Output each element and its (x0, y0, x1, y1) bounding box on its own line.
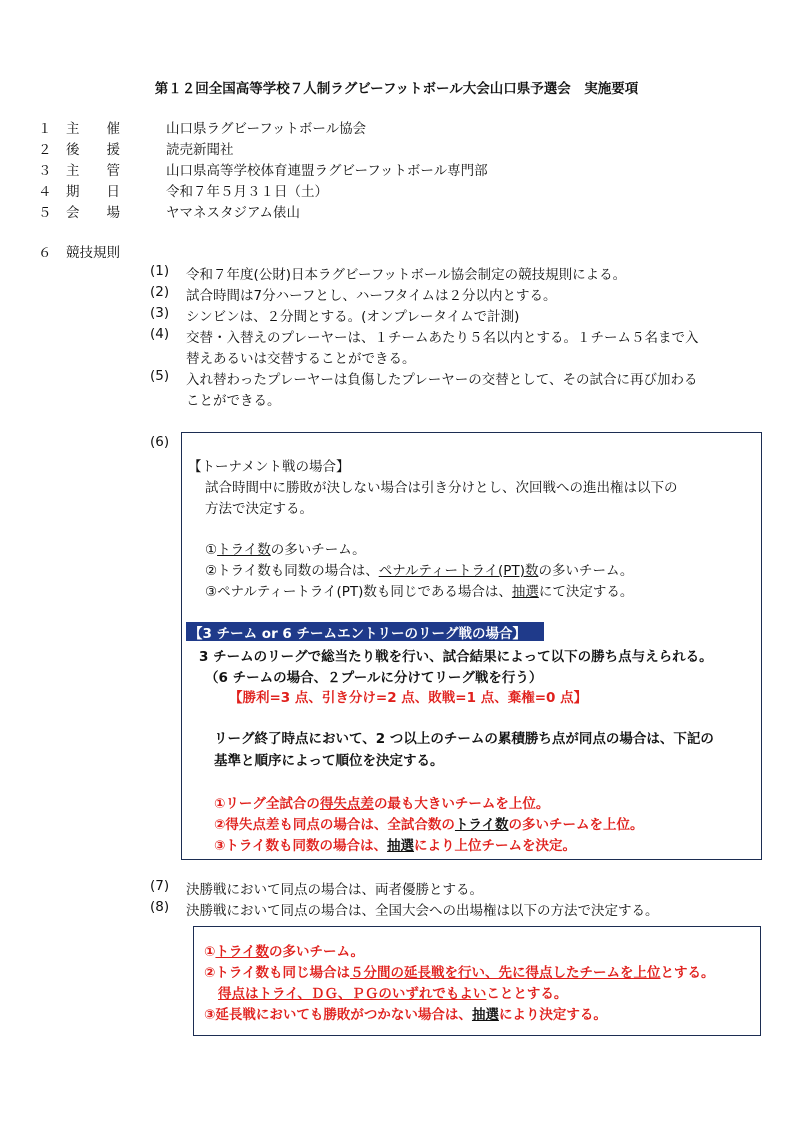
info-row (38, 117, 488, 138)
tournament-criterion: ①トライ数の多いチーム。 (205, 542, 366, 558)
info-row (38, 159, 488, 180)
rule-text: 試合時間は7分ハーフとし、ハーフタイムは２分以内とする。 (186, 288, 557, 304)
rule-text: 替えあるいは交替することができる。 (186, 351, 416, 367)
rules-num: ６ (38, 245, 52, 261)
rules-heading (38, 241, 120, 261)
final-criterion: ②トライ数も同じ場合は５分間の延長戦を行い、先に得点したチームを上位とする。 (204, 965, 715, 981)
rule-num: (5) (150, 368, 170, 384)
rule-item (150, 368, 698, 389)
page-title: 第１２回全国高等学校７人制ラグビーフットボール大会山口県予選会 実施要項 (154, 81, 639, 97)
rules-list (150, 263, 698, 410)
rule-num: (8) (150, 899, 170, 915)
info-num: ３ (38, 163, 52, 179)
rule-text: 令和７年度(公財)日本ラグビーフットボール協会制定の競技規則による。 (186, 267, 627, 283)
rule-text: シンビンは、２分間とする。(オンプレータイムで計測) (186, 309, 520, 325)
info-value: 令和７年５月３１日（土） (166, 184, 328, 200)
info-row (38, 180, 488, 201)
info-row (38, 201, 488, 222)
info-num: ４ (38, 184, 52, 200)
league-criterion: ①リーグ全試合の得失点差の最も大きいチームを上位。 (214, 796, 550, 812)
rule-item-cont (150, 347, 698, 368)
league-desc: （6 チームの場合、２プールに分けてリーグ戦を行う） (205, 670, 543, 686)
rule-item (150, 305, 698, 326)
league-desc: 3 チームのリーグで総当たり戦を行い、試合結果によって以下の勝ち点与えられる。 (199, 649, 713, 665)
rule-item (150, 899, 659, 919)
rule-num: (2) (150, 284, 170, 300)
info-list (38, 117, 488, 222)
rules-title: 競技規則 (66, 245, 120, 261)
rule-text: 決勝戦において同点の場合は、全国大会への出場権は以下の方法で決定する。 (186, 903, 659, 919)
tournament-desc: 方法で決定する。 (205, 501, 313, 517)
rule-num: (6) (150, 434, 170, 450)
info-num: ５ (38, 205, 52, 221)
rule-item (150, 878, 483, 898)
rule-text: 決勝戦において同点の場合は、両者優勝とする。 (186, 882, 483, 898)
rule-num: (1) (150, 263, 170, 279)
rule-item (150, 284, 698, 305)
rule-item-cont (150, 389, 698, 410)
tournament-criterion: ③ペナルティートライ(PT)数も同じである場合は、抽選にて決定する。 (205, 584, 634, 600)
league-criterion: ②得失点差も同点の場合は、全試合数のトライ数の多いチームを上位。 (214, 817, 644, 833)
info-value: 読売新聞社 (166, 142, 234, 158)
info-value: ヤマネスタジアム俵山 (166, 205, 301, 221)
league-tie: リーグ終了時点において、2 つ以上のチームの累積勝ち点が同点の場合は、下記の (214, 731, 714, 747)
tournament-criterion: ②トライ数も同数の場合は、ペナルティートライ(PT)数の多いチーム。 (205, 563, 634, 579)
info-label: 主 催 (66, 121, 120, 137)
rule-num: (7) (150, 878, 170, 894)
info-label: 会 場 (66, 205, 120, 221)
info-label: 期 日 (66, 184, 120, 200)
info-row (38, 138, 488, 159)
info-label: 主 管 (66, 163, 120, 179)
rule-text: ことができる。 (186, 393, 281, 409)
rule-item (150, 326, 698, 347)
info-label: 後 援 (66, 142, 120, 158)
rule-text: 交替・入替えのプレーヤーは、１チームあたり５名以内とする。１チーム５名まで入 (186, 330, 699, 346)
league-points: 【勝利=3 点、引き分け=2 点、敗戦=1 点、棄権=0 点】 (229, 690, 588, 706)
final-criterion-cont: 得点はトライ、ＤＧ、ＰＧのいずれでもよいこととする。 (218, 986, 568, 1002)
info-value: 山口県高等学校体育連盟ラグビーフットボール専門部 (166, 163, 488, 179)
final-criterion: ①トライ数の多いチーム。 (204, 944, 364, 960)
tournament-heading: 【トーナメント戦の場合】 (188, 459, 350, 475)
league-heading: 【3 チーム or 6 チームエントリーのリーグ戦の場合】 (189, 626, 527, 642)
rule-text: 入れ替わったプレーヤーは負傷したプレーヤーの交替として、その試合に再び加わる (186, 372, 698, 388)
rule-num: (4) (150, 326, 170, 342)
rule-num: (3) (150, 305, 170, 321)
tournament-desc: 試合時間中に勝敗が決しない場合は引き分けとし、次回戦への進出権は以下の (205, 480, 678, 496)
final-criterion: ③延長戦においても勝敗がつかない場合は、抽選により決定する。 (204, 1007, 607, 1023)
league-criterion: ③トライ数も同数の場合は、抽選により上位チームを決定。 (214, 838, 577, 854)
info-num: １ (38, 121, 52, 137)
info-num: ２ (38, 142, 52, 158)
info-value: 山口県ラグビーフットボール協会 (166, 121, 367, 137)
league-tie: 基準と順序によって順位を決定する。 (214, 753, 444, 769)
rule-item (150, 263, 698, 284)
